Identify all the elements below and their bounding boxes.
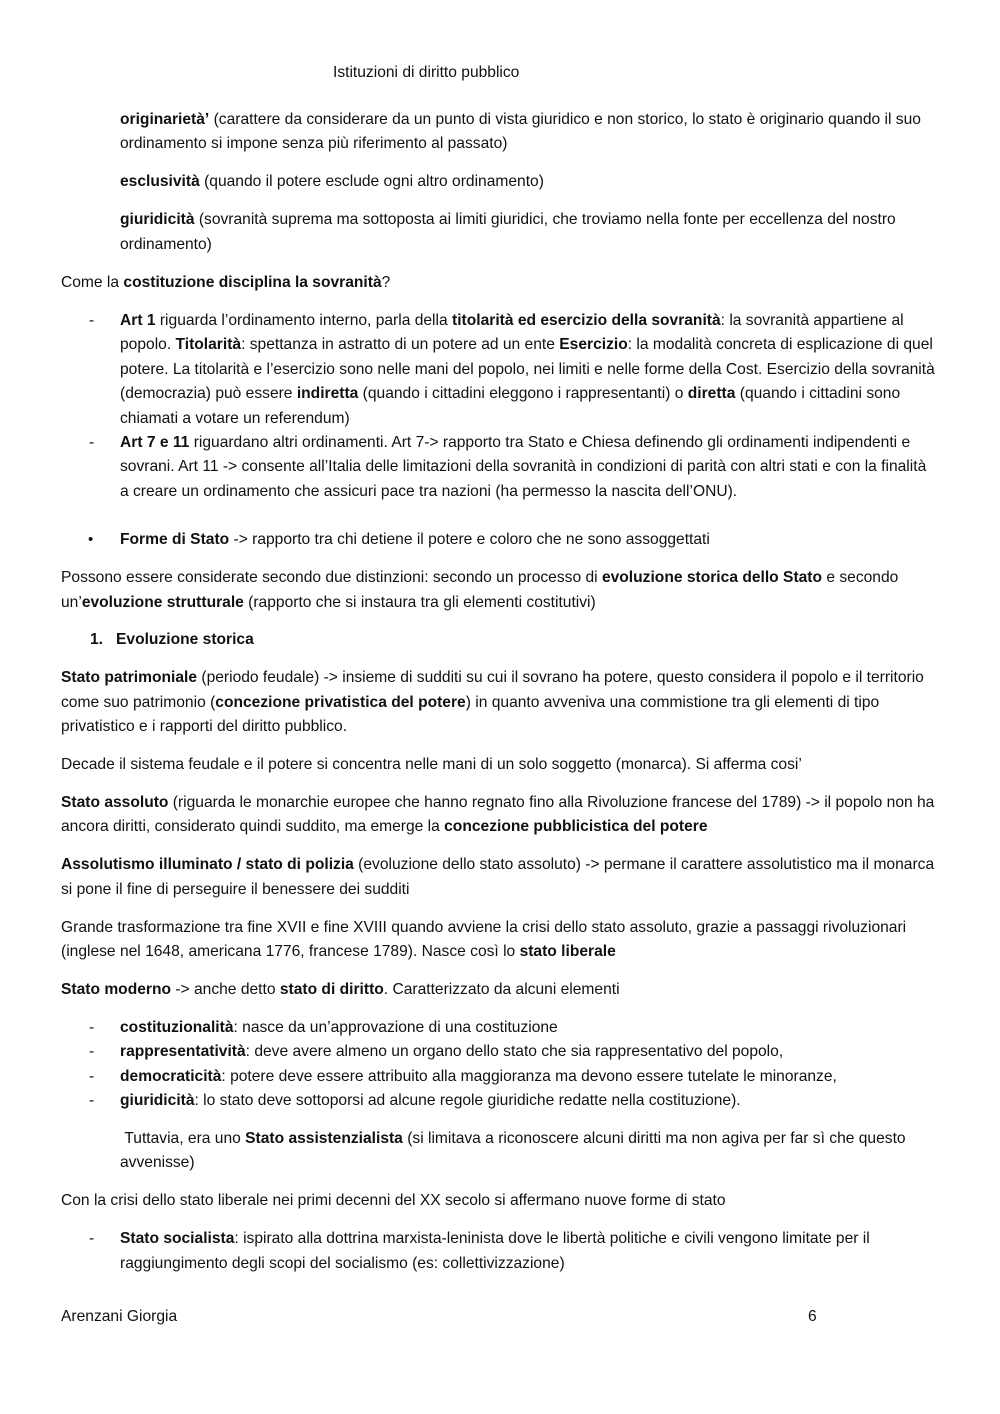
page-header: Istituzioni di diritto pubblico [333, 64, 520, 81]
paragraph-giuridicita: giuridicità (sovranità suprema ma sottoposta ai limiti giuridici, che troviamo nella fonte per eccellenza del nostro ordinamento) [120, 211, 896, 253]
dash-marker: - [89, 1230, 95, 1248]
footer-page-number: 6 [808, 1308, 817, 1325]
heading-evoluzione-storica: 1. Evoluzione storica [90, 631, 254, 649]
list-item-costituzionalita: - costituzionalità: nasce da un’approvazione di una costituzione [61, 1016, 936, 1040]
paragraph-distinzioni: Possono essere considerate secondo due distinzioni: secondo un processo di evoluzione storica dello Stato e secondo un’evoluzione strutturale (rapporto che si instaura tra gli elementi costitutivi) [61, 569, 899, 611]
bullet-forme-di-stato: • Forme di Stato -> rapporto tra chi detiene il potere e coloro che ne sono assoggettati [61, 528, 936, 552]
paragraph-feudale: Decade il sistema feudale e il potere si concentra nelle mani di un solo soggetto (monarca). Si afferma cosi’ [61, 756, 802, 774]
list-item-art1: - Art 1 riguarda l’ordinamento interno, parla della titolarità ed esercizio della sovranità: la sovranità appartiene al popolo. Titolarità: spettanza in astratto di un potere ad un ente Esercizio: la modalità concreta di esplicazione di quel potere. La titolarità e l’esercizio sono nelle mani del popolo, nei limiti e nelle forme della Cost. Esercizio della sovranità (democrazia) può essere indiretta (quando i cittadini eleggono i rappresentanti) o diretta (quando i cittadini sono chiamati a votare un referendum) [61, 309, 936, 431]
paragraph-originarieta: originarietà’ (carattere da considerare da un punto di vista giuridico e non storico, lo stato è originario quando il suo ordinamento si impone senza più riferimento al passato) [120, 111, 921, 153]
dash-marker: - [89, 433, 95, 451]
dash-marker: - [89, 1067, 95, 1085]
dash-marker: - [89, 311, 95, 329]
list-item-art7-11: - Art 7 e 11 riguardano altri ordinamenti. Art 7-> rapporto tra Stato e Chiesa definendo gli ordinamenti indipendenti e sovrani. Art 11 -> consente all’Italia delle limitazioni della sovranità in condizioni di parità con altri stati e con la finalità a creare un ordinamento che assicuri pace tra nazioni (ha permesso la nascita dell’ONU). [61, 431, 936, 504]
list-item-rappresentativita: - rappresentatività: deve avere almeno un organo dello stato che sia rappresentativo del popolo, [61, 1040, 936, 1064]
footer-author: Arenzani Giorgia [61, 1308, 178, 1325]
list-item-stato-socialista: - Stato socialista: ispirato alla dottrina marxista-leninista dove le libertà politiche e civili vengono limitate per il raggiungimento degli scopi del socialismo (es: collettivizzazione) [61, 1227, 936, 1276]
paragraph-trasformazione: Grande trasformazione tra fine XVII e fine XVIII quando avviene la crisi dello stato assoluto, grazie a passaggi rivoluzionari (inglese nel 1648, americana 1776, francese 1789). Nasce così lo stato liberale [61, 918, 907, 960]
dash-marker: - [89, 1043, 95, 1061]
dash-marker: - [89, 1018, 95, 1036]
bullet-marker: • [88, 531, 94, 549]
paragraph-stato-moderno: Stato moderno -> anche detto stato di diritto. Caratterizzato da alcuni elementi [61, 980, 620, 998]
list-item-democraticita: - democraticità: potere deve essere attribuito alla maggioranza ma devono essere tutelate le minoranze, [61, 1065, 936, 1089]
page-content [61, 108, 936, 1276]
paragraph-question: Come la costituzione disciplina la sovranità? [61, 273, 391, 291]
paragraph-assistenzialista: Tuttavia, era uno Stato assistenzialista (si limitava a riconoscere alcuni diritti ma non agiva per far sì che questo avvenisse) [120, 1129, 910, 1172]
list-item-giuridicita: - giuridicità: lo stato deve sottoporsi ad alcune regole giuridiche redatte nella costituzione). [61, 1089, 936, 1113]
paragraph-esclusivita: esclusività (quando il potere esclude ogni altro ordinamento) [120, 173, 544, 191]
paragraph-crisi-stato-liberale: Con la crisi dello stato liberale nei primi decenni del XX secolo si affermano nuove forme di stato [61, 1192, 726, 1210]
paragraph-stato-patrimoniale: Stato patrimoniale (periodo feudale) -> insieme di sudditi su cui il sovrano ha potere, questo considera il popolo e il territorio come suo patrimonio (concezione privatistica del potere) in quanto avveniva una commistione tra gli elementi di tipo privatistico e i rapporti del diritto pubblico. [61, 669, 924, 736]
paragraph-assolutismo: Assolutismo illuminato / stato di polizia (evoluzione dello stato assoluto) -> permane il carattere assolutistico ma il monarca si pone il fine di perseguire il benessere dei sudditi [61, 856, 935, 898]
paragraph-stato-assoluto: Stato assoluto (riguarda le monarchie europee che hanno regnato fino alla Rivoluzione francese del 1789) -> il popolo non ha ancora diritti, considerato quindi suddito, ma emerge la concezione pubblicistica del potere [61, 793, 935, 836]
dash-marker: - [89, 1092, 95, 1109]
